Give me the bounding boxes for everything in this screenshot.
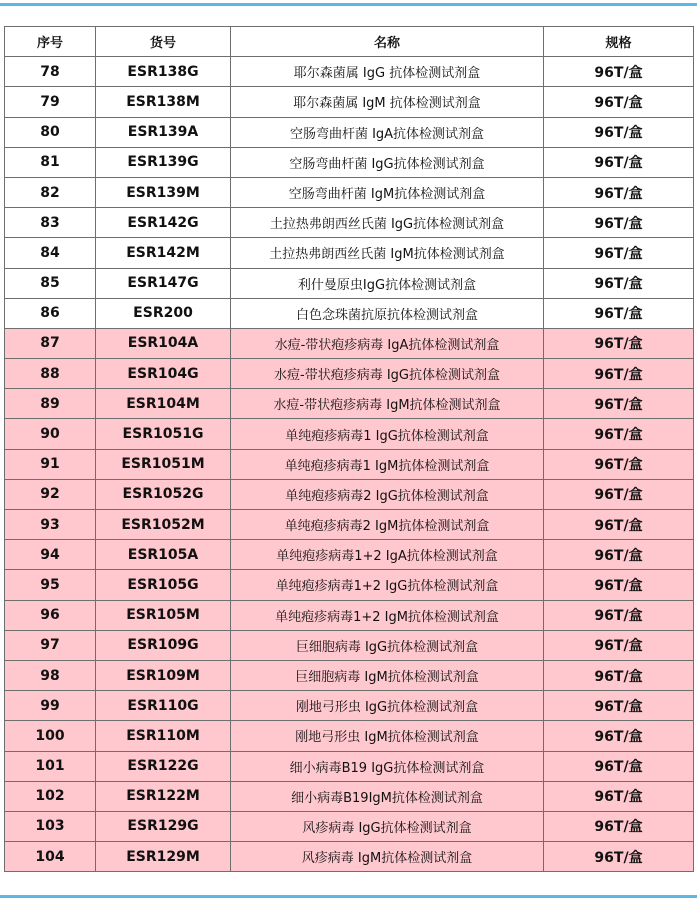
row-code: ESR1052G — [96, 479, 231, 509]
row-serial: 90 — [5, 419, 96, 449]
row-spec: 96T/盒 — [544, 510, 694, 540]
row-name: 细小病毒B19IgM抗体检测试剂盒 — [231, 781, 544, 811]
row-code: ESR138M — [96, 87, 231, 117]
row-code: ESR1051G — [96, 419, 231, 449]
row-spec: 96T/盒 — [544, 751, 694, 781]
row-spec: 96T/盒 — [544, 238, 694, 268]
row-spec: 96T/盒 — [544, 630, 694, 660]
row-name: 单纯疱疹病毒1+2 IgG抗体检测试剂盒 — [231, 570, 544, 600]
table-row — [5, 208, 694, 238]
row-spec: 96T/盒 — [544, 660, 694, 690]
row-code: ESR139A — [96, 117, 231, 147]
table-row — [5, 298, 694, 328]
row-name: 细小病毒B19 IgG抗体检测试剂盒 — [231, 751, 544, 781]
row-serial: 80 — [5, 117, 96, 147]
row-serial: 98 — [5, 660, 96, 690]
row-name: 空肠弯曲杆菌 IgG抗体检测试剂盒 — [231, 147, 544, 177]
table-row — [5, 238, 694, 268]
table-row — [5, 751, 694, 781]
row-code: ESR1052M — [96, 510, 231, 540]
row-serial: 93 — [5, 510, 96, 540]
row-name: 土拉热弗朗西丝氏菌 IgM抗体检测试剂盒 — [231, 238, 544, 268]
row-serial: 84 — [5, 238, 96, 268]
table-row — [5, 630, 694, 660]
row-code: ESR142G — [96, 208, 231, 238]
row-spec: 96T/盒 — [544, 721, 694, 751]
row-name: 单纯疱疹病毒1 IgM抗体检测试剂盒 — [231, 449, 544, 479]
row-code: ESR104M — [96, 389, 231, 419]
row-serial: 87 — [5, 328, 96, 358]
row-code: ESR139M — [96, 177, 231, 207]
row-serial: 86 — [5, 298, 96, 328]
row-code: ESR139G — [96, 147, 231, 177]
row-name: 水痘-带状疱疹病毒 IgG抗体检测试剂盒 — [231, 359, 544, 389]
row-serial: 85 — [5, 268, 96, 298]
table-row — [5, 811, 694, 841]
row-name: 巨细胞病毒 IgM抗体检测试剂盒 — [231, 660, 544, 690]
row-spec: 96T/盒 — [544, 328, 694, 358]
row-code: ESR147G — [96, 268, 231, 298]
row-spec: 96T/盒 — [544, 177, 694, 207]
table-row — [5, 57, 694, 87]
row-serial: 89 — [5, 389, 96, 419]
row-code: ESR138G — [96, 57, 231, 87]
row-code: ESR200 — [96, 298, 231, 328]
row-code: ESR110M — [96, 721, 231, 751]
row-name: 空肠弯曲杆菌 IgM抗体检测试剂盒 — [231, 177, 544, 207]
row-serial: 103 — [5, 811, 96, 841]
row-serial: 83 — [5, 208, 96, 238]
row-code: ESR129G — [96, 811, 231, 841]
row-spec: 96T/盒 — [544, 87, 694, 117]
table-row — [5, 721, 694, 751]
row-spec: 96T/盒 — [544, 570, 694, 600]
row-name: 利什曼原虫IgG抗体检测试剂盒 — [231, 268, 544, 298]
row-spec: 96T/盒 — [544, 600, 694, 630]
header-name: 名称 — [231, 27, 544, 57]
table-row — [5, 600, 694, 630]
row-name: 单纯疱疹病毒1+2 IgA抗体检测试剂盒 — [231, 540, 544, 570]
row-serial: 104 — [5, 842, 96, 872]
table-row — [5, 449, 694, 479]
row-serial: 96 — [5, 600, 96, 630]
row-serial: 95 — [5, 570, 96, 600]
row-spec: 96T/盒 — [544, 449, 694, 479]
row-name: 单纯疱疹病毒1 IgG抗体检测试剂盒 — [231, 419, 544, 449]
row-spec: 96T/盒 — [544, 842, 694, 872]
row-spec: 96T/盒 — [544, 208, 694, 238]
row-spec: 96T/盒 — [544, 298, 694, 328]
row-spec: 96T/盒 — [544, 419, 694, 449]
row-serial: 97 — [5, 630, 96, 660]
row-code: ESR109G — [96, 630, 231, 660]
row-code: ESR110G — [96, 691, 231, 721]
row-name: 土拉热弗朗西丝氏菌 IgG抗体检测试剂盒 — [231, 208, 544, 238]
row-name: 水痘-带状疱疹病毒 IgA抗体检测试剂盒 — [231, 328, 544, 358]
table-row — [5, 540, 694, 570]
row-serial: 82 — [5, 177, 96, 207]
row-spec: 96T/盒 — [544, 359, 694, 389]
table-row — [5, 177, 694, 207]
table-row — [5, 691, 694, 721]
row-spec: 96T/盒 — [544, 691, 694, 721]
row-code: ESR105A — [96, 540, 231, 570]
top-rule — [0, 3, 697, 6]
row-code: ESR122M — [96, 781, 231, 811]
row-name: 单纯疱疹病毒2 IgG抗体检测试剂盒 — [231, 479, 544, 509]
row-name: 白色念珠菌抗原抗体检测试剂盒 — [231, 298, 544, 328]
bottom-rule — [0, 895, 697, 898]
row-spec: 96T/盒 — [544, 781, 694, 811]
table-row — [5, 389, 694, 419]
table-row — [5, 328, 694, 358]
row-spec: 96T/盒 — [544, 811, 694, 841]
row-serial: 91 — [5, 449, 96, 479]
table-row — [5, 419, 694, 449]
row-name: 单纯疱疹病毒2 IgM抗体检测试剂盒 — [231, 510, 544, 540]
row-code: ESR104G — [96, 359, 231, 389]
row-name: 耶尔森菌属 IgG 抗体检测试剂盒 — [231, 57, 544, 87]
header-serial: 序号 — [5, 27, 96, 57]
row-spec: 96T/盒 — [544, 479, 694, 509]
table-row — [5, 268, 694, 298]
row-name: 风疹病毒 IgM抗体检测试剂盒 — [231, 842, 544, 872]
table-row — [5, 660, 694, 690]
row-spec: 96T/盒 — [544, 268, 694, 298]
row-spec: 96T/盒 — [544, 57, 694, 87]
row-name: 刚地弓形虫 IgM抗体检测试剂盒 — [231, 721, 544, 751]
table-row — [5, 510, 694, 540]
row-serial: 101 — [5, 751, 96, 781]
table-row — [5, 842, 694, 872]
row-code: ESR142M — [96, 238, 231, 268]
row-code: ESR105G — [96, 570, 231, 600]
table-row — [5, 147, 694, 177]
row-code: ESR104A — [96, 328, 231, 358]
table-body — [5, 57, 694, 872]
table-row — [5, 117, 694, 147]
row-name: 巨细胞病毒 IgG抗体检测试剂盒 — [231, 630, 544, 660]
row-code: ESR1051M — [96, 449, 231, 479]
row-serial: 79 — [5, 87, 96, 117]
row-spec: 96T/盒 — [544, 389, 694, 419]
row-serial: 99 — [5, 691, 96, 721]
table-row — [5, 781, 694, 811]
row-name: 空肠弯曲杆菌 IgA抗体检测试剂盒 — [231, 117, 544, 147]
row-spec: 96T/盒 — [544, 540, 694, 570]
row-name: 水痘-带状疱疹病毒 IgM抗体检测试剂盒 — [231, 389, 544, 419]
table-row — [5, 87, 694, 117]
row-name: 刚地弓形虫 IgG抗体检测试剂盒 — [231, 691, 544, 721]
row-spec: 96T/盒 — [544, 117, 694, 147]
table-row — [5, 359, 694, 389]
row-code: ESR105M — [96, 600, 231, 630]
row-code: ESR129M — [96, 842, 231, 872]
row-name: 单纯疱疹病毒1+2 IgM抗体检测试剂盒 — [231, 600, 544, 630]
row-spec: 96T/盒 — [544, 147, 694, 177]
row-serial: 88 — [5, 359, 96, 389]
table-header-row — [5, 27, 694, 57]
table-row — [5, 479, 694, 509]
header-spec: 规格 — [544, 27, 694, 57]
row-serial: 102 — [5, 781, 96, 811]
header-code: 货号 — [96, 27, 231, 57]
row-code: ESR122G — [96, 751, 231, 781]
row-serial: 94 — [5, 540, 96, 570]
row-name: 风疹病毒 IgG抗体检测试剂盒 — [231, 811, 544, 841]
row-serial: 100 — [5, 721, 96, 751]
row-serial: 81 — [5, 147, 96, 177]
table-row — [5, 570, 694, 600]
row-code: ESR109M — [96, 660, 231, 690]
row-serial: 78 — [5, 57, 96, 87]
row-name: 耶尔森菌属 IgM 抗体检测试剂盒 — [231, 87, 544, 117]
product-table — [4, 26, 694, 872]
row-serial: 92 — [5, 479, 96, 509]
